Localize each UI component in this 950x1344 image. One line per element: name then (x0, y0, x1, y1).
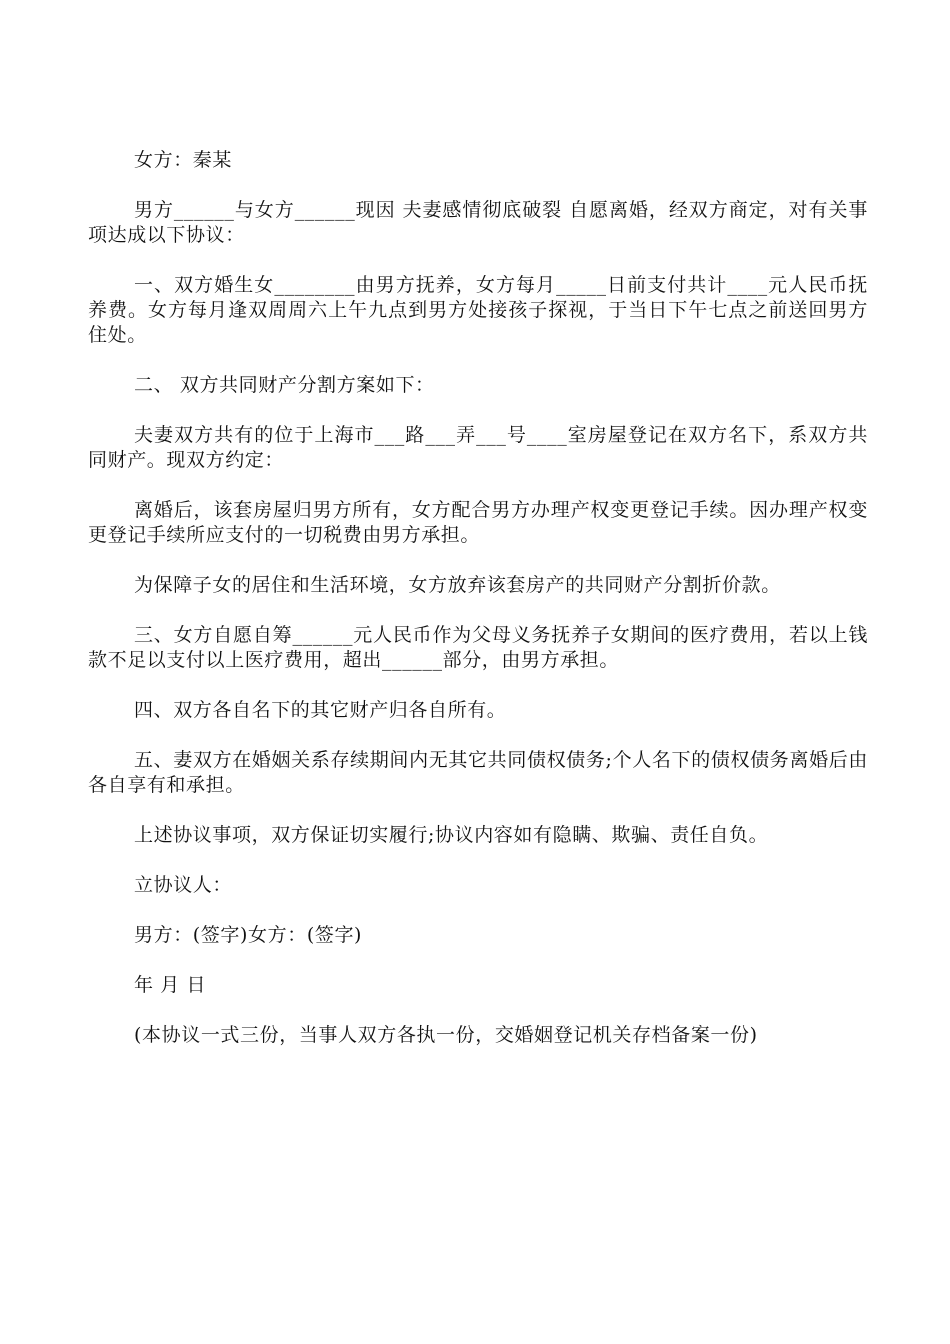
party-female-line: 女方：秦某 (134, 149, 233, 171)
date-line: 年 月 日 (134, 974, 207, 996)
clause-3-medical-costs: 三、女方自愿自筹______元人民币作为父母义务抚养子女期间的医疗费用，若以上钱款不足以支付以上医疗费用，超出______部分，由男方承担。 (88, 624, 868, 671)
clause-4-other-property: 四、双方各自名下的其它财产归各自所有。 (134, 699, 507, 721)
clause-2-property: 夫妻双方共有的位于上海市___路___弄___号____室房屋登记在双方名下，系双方共同财产。现双方约定： (88, 424, 868, 471)
clause-2-waiver: 为保障子女的居住和生活环境，女方放弃该套房产的共同财产分割折价款。 (134, 574, 781, 596)
copies-note: (本协议一式三份，当事人双方各执一份，交婚姻登记机关存档备案一份) (134, 1024, 758, 1046)
performance-guarantee: 上述协议事项，双方保证切实履行;协议内容如有隐瞒、欺骗、责任自负。 (134, 824, 769, 846)
clause-5-debts: 五、妻双方在婚姻关系存续期间内无其它共同债权债务;个人名下的债权债务离婚后由各自享有和承担。 (88, 749, 868, 796)
document-body (88, 148, 868, 1073)
signature-line: 男方：(签字)女方：(签字) (134, 924, 363, 946)
clause-2-heading: 二、 双方共同财产分割方案如下： (134, 374, 435, 396)
clause-1-child-custody: 一、双方婚生女________由男方抚养，女方每月_____日前支付共计____元人民币抚养费。女方每月逢双周周六上午九点到男方处接孩子探视，于当日下午七点之前送回男方住处。 (88, 274, 868, 346)
agreement-intro: 男方______与女方______现因 夫妻感情彻底破裂 自愿离婚，经双方商定，对有关事项达成以下协议： (88, 199, 868, 246)
clause-2-house-ownership: 离婚后，该套房屋归男方所有，女方配合男方办理产权变更登记手续。因办理产权变更登记手续所应支付的一切税费由男方承担。 (88, 499, 868, 546)
signatories-label: 立协议人： (134, 874, 233, 896)
